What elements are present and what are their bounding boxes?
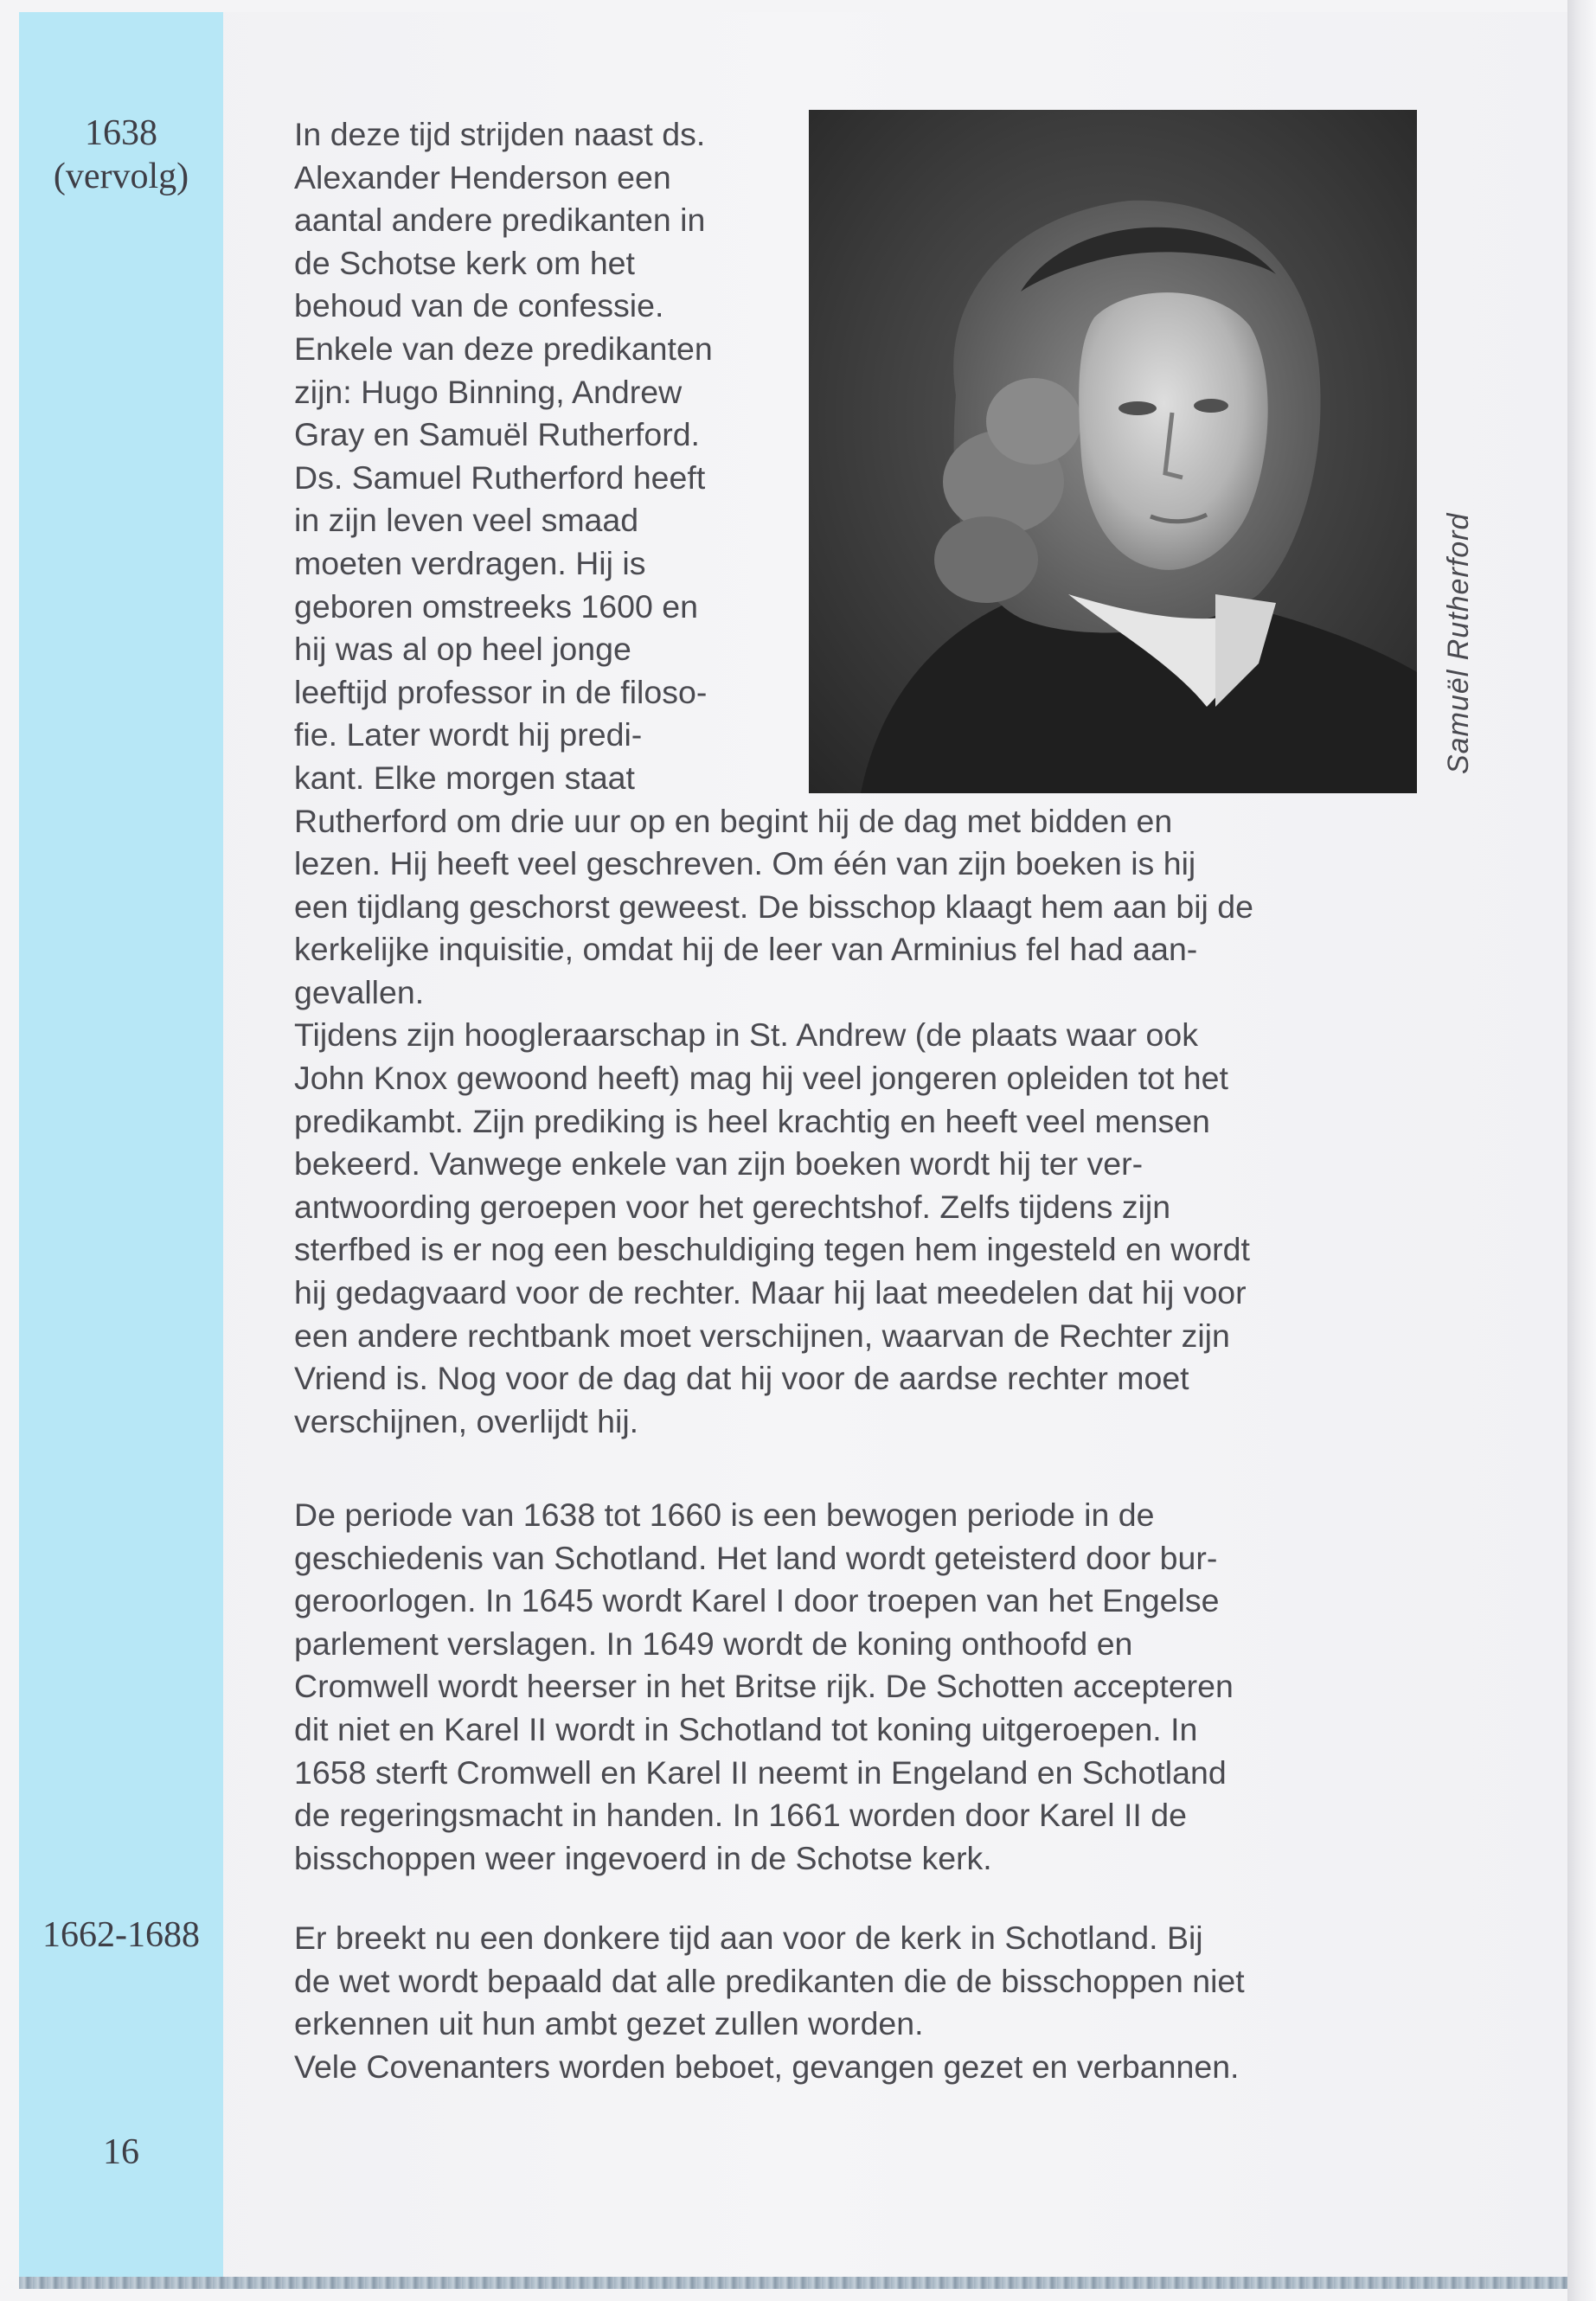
- document-page: [19, 12, 1567, 2277]
- text-line: een andere rechtbank moet verschijnen, waarvan de Rechter zijn: [294, 1317, 1230, 1354]
- text-line: Cromwell wordt heerser in het Britse rijk. De Schotten accepteren: [294, 1668, 1234, 1705]
- text-line: geschiedenis van Schotland. Het land wordt geteisterd door bur-: [294, 1539, 1218, 1576]
- text-line: fie. Later wordt hij predi-: [294, 716, 643, 753]
- text-line: Er breekt nu een donkere tijd aan voor de kerk in Schotland. Bij: [294, 1920, 1203, 1956]
- text-line: de wet wordt bepaald dat alle predikanten die de bisschoppen niet: [294, 1962, 1245, 1999]
- text-line: de Schotse kerk om het: [294, 244, 635, 281]
- text-block-period-1638-1660: [294, 1494, 1234, 1880]
- text-line: aantal andere predikanten in: [294, 202, 706, 239]
- text-line: bekeerd. Vanwege enkele van zijn boeken wordt hij ter ver-: [294, 1145, 1144, 1183]
- text-line: zijn: Hugo Binning, Andrew: [294, 373, 683, 410]
- text-line: Vriend is. Nog voor de dag dat hij voor de aardse rechter moet: [294, 1360, 1189, 1397]
- page-edge-right: [1567, 0, 1596, 2301]
- text-line: John Knox gewoond heeft) mag hij veel jongeren opleiden tot het: [294, 1060, 1228, 1097]
- text-line: De periode van 1638 tot 1660 is een bewogen periode in de: [294, 1497, 1155, 1533]
- text-line: geboren omstreeks 1600 en: [294, 587, 698, 625]
- text-line: erkennen uit hun ambt gezet zullen worden.: [294, 2005, 924, 2042]
- text-line: Enkele van deze predikanten: [294, 330, 713, 367]
- text-line: 1658 sterft Cromwell en Karel II neemt in Engeland en Schotland: [294, 1753, 1227, 1791]
- text-line: Gray en Samuël Rutherford.: [294, 416, 700, 453]
- text-line: kerkelijke inquisitie, omdat hij de leer van Arminius fel had aan-: [294, 931, 1198, 968]
- text-line: gevallen.: [294, 973, 425, 1010]
- text-line: antwoording geroepen voor het gerechtshof. Zelfs tijdens zijn: [294, 1188, 1171, 1225]
- margin-year-1662-1688: 1662-1688: [42, 1915, 200, 1955]
- text-line: geroorlogen. In 1645 wordt Karel I door troepen van het Engelse: [294, 1582, 1220, 1619]
- text-line: behoud van de confessie.: [294, 287, 664, 324]
- text-line: Vele Covenanters worden beboet, gevangen gezet en verbannen.: [294, 2048, 1240, 2085]
- text-line: parlement verslagen. In 1649 wordt de koning onthoofd en: [294, 1625, 1133, 1662]
- text-line: hij gedagvaard voor de rechter. Maar hij laat meedelen dat hij voor: [294, 1274, 1247, 1311]
- text-line: Ds. Samuel Rutherford heeft: [294, 458, 706, 496]
- text-line: moeten verdragen. Hij is: [294, 544, 646, 581]
- text-line: bisschoppen weer ingevoerd in de Schotse kerk.: [294, 1839, 992, 1876]
- text-line: in zijn leven veel smaad: [294, 502, 639, 539]
- text-line: een tijdlang geschorst geweest. De bisschop klaagt hem aan bij de: [294, 888, 1254, 925]
- text-line: lezen. Hij heeft veel geschreven. Om één van zijn boeken is hij: [294, 845, 1196, 882]
- page-number: 16: [103, 2132, 139, 2172]
- text-line: de regeringsmacht in handen. In 1661 worden door Karel II de: [294, 1797, 1187, 1834]
- text-block-rutherford: [294, 113, 1253, 1443]
- text-line: Tijdens zijn hoogleraarschap in St. Andrew (de plaats waar ook: [294, 1016, 1199, 1054]
- page-edge-bottom: [19, 2277, 1567, 2289]
- text-line: leeftijd professor in de filoso-: [294, 673, 708, 710]
- text-line: dit niet en Karel II wordt in Schotland tot koning uitgeroepen. In: [294, 1710, 1198, 1747]
- text-line: verschijnen, overlijdt hij.: [294, 1402, 639, 1439]
- text-line: sterfbed is er nog een beschuldiging tegen hem ingesteld en wordt: [294, 1231, 1250, 1268]
- text-line: In deze tijd strijden naast ds.: [294, 116, 706, 152]
- text-block-1662-1688: [294, 1917, 1245, 2088]
- margin-year-1638: 1638 (vervolg): [53, 113, 189, 196]
- text-line: kant. Elke morgen staat: [294, 759, 635, 796]
- text-line: Rutherford om drie uur op en begint hij de dag met bidden en: [294, 802, 1173, 839]
- text-line: Alexander Henderson een: [294, 158, 671, 195]
- text-line: predikambt. Zijn prediking is heel krachtig en heeft veel mensen: [294, 1102, 1210, 1139]
- portrait-caption: Samuël Rutherford: [1442, 512, 1475, 775]
- text-line: hij was al op heel jonge: [294, 631, 631, 668]
